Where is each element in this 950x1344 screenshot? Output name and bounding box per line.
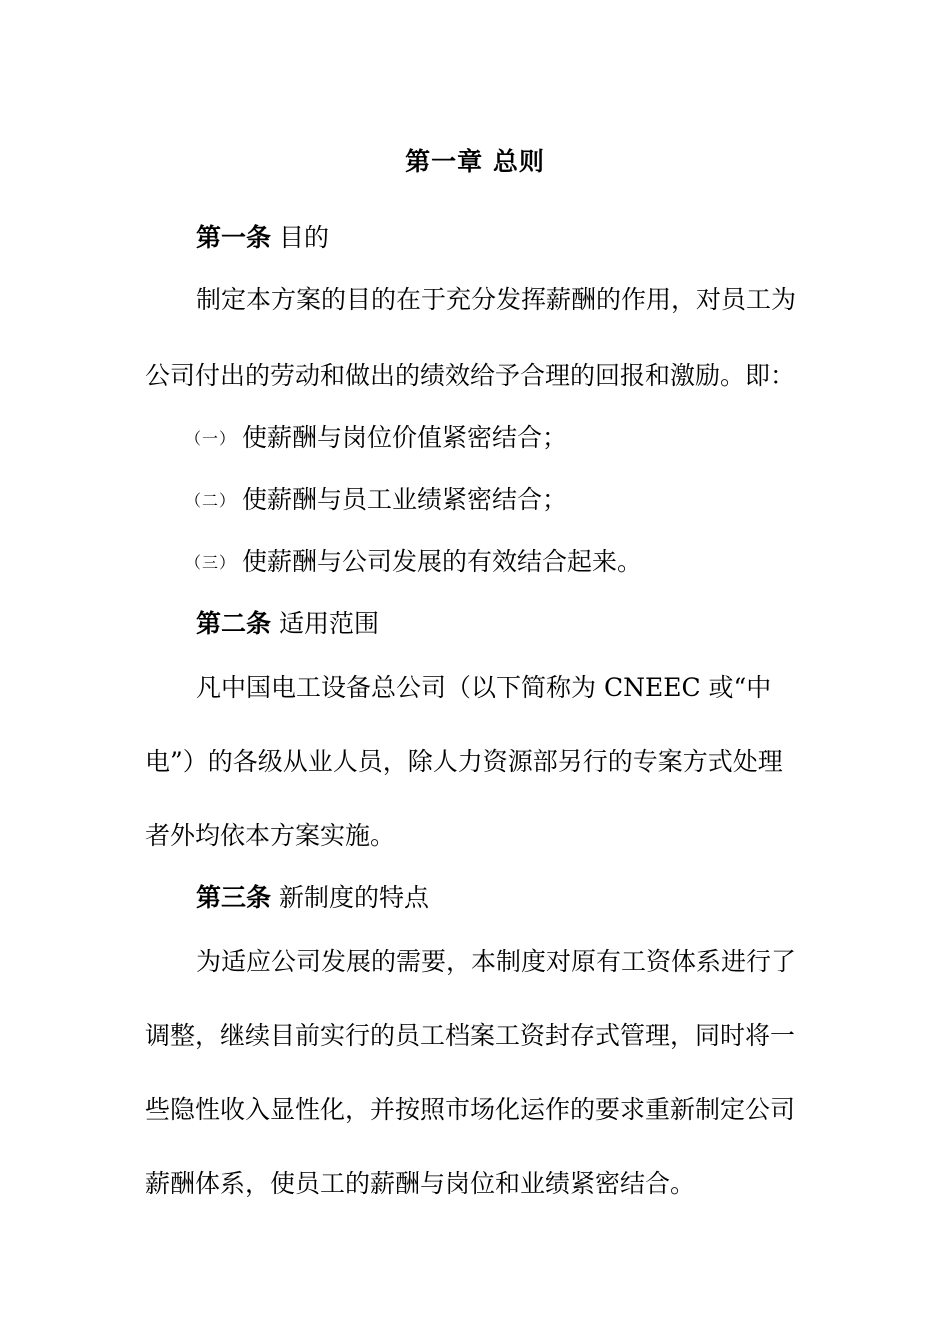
article-2-line-1: 凡中国电工设备总公司（以下简称为 CNEEC 或“中 bbox=[196, 673, 772, 702]
article-2-title: 适用范围 bbox=[278, 609, 379, 638]
article-1-line-1: 制定本方案的目的在于充分发挥薪酬的作用，对员工为 bbox=[196, 285, 797, 314]
article-3-heading bbox=[196, 882, 861, 914]
list-item-1-marker: （一） bbox=[185, 429, 237, 448]
article-3-line-4: 薪酬体系，使员工的薪酬与岗位和业绩紧密结合。 bbox=[145, 1169, 696, 1198]
article-1-heading bbox=[196, 222, 861, 254]
list-item-2 bbox=[185, 484, 567, 517]
article-3-line-3: 些隐性收入显性化，并按照市场化运作的要求重新制定公司 bbox=[145, 1095, 796, 1124]
article-2-heading bbox=[196, 608, 861, 640]
list-item-3-marker: （三） bbox=[185, 553, 237, 572]
article-2-label: 第二条 bbox=[196, 609, 272, 638]
list-item-3-text: 使薪酬与公司发展的有效结合起来。 bbox=[242, 547, 643, 576]
list-item-2-text: 使薪酬与员工业绩紧密结合； bbox=[242, 485, 568, 514]
article-3-line-1: 为适应公司发展的需要，本制度对原有工资体系进行了 bbox=[196, 947, 797, 976]
article-1-title: 目的 bbox=[278, 223, 329, 252]
list-item-3 bbox=[185, 546, 642, 579]
article-3-line-2: 调整，继续目前实行的员工档案工资封存式管理，同时将一 bbox=[145, 1021, 796, 1050]
article-1-line-2: 公司付出的劳动和做出的绩效给予合理的回报和激励。即： bbox=[145, 361, 796, 390]
article-2-line-3: 者外均依本方案实施。 bbox=[145, 821, 396, 850]
list-item-2-marker: （二） bbox=[185, 491, 237, 510]
list-item-1 bbox=[185, 422, 567, 455]
article-2-line-2: 电”）的各级从业人员，除人力资源部另行的专案方式处理 bbox=[145, 747, 783, 776]
chapter-title: 第一章 总则 bbox=[405, 147, 545, 176]
article-3-title: 新制度的特点 bbox=[278, 883, 429, 912]
list-item-1-text: 使薪酬与岗位价值紧密结合； bbox=[242, 423, 568, 452]
article-1-label: 第一条 bbox=[196, 223, 272, 252]
article-3-label: 第三条 bbox=[196, 883, 272, 912]
